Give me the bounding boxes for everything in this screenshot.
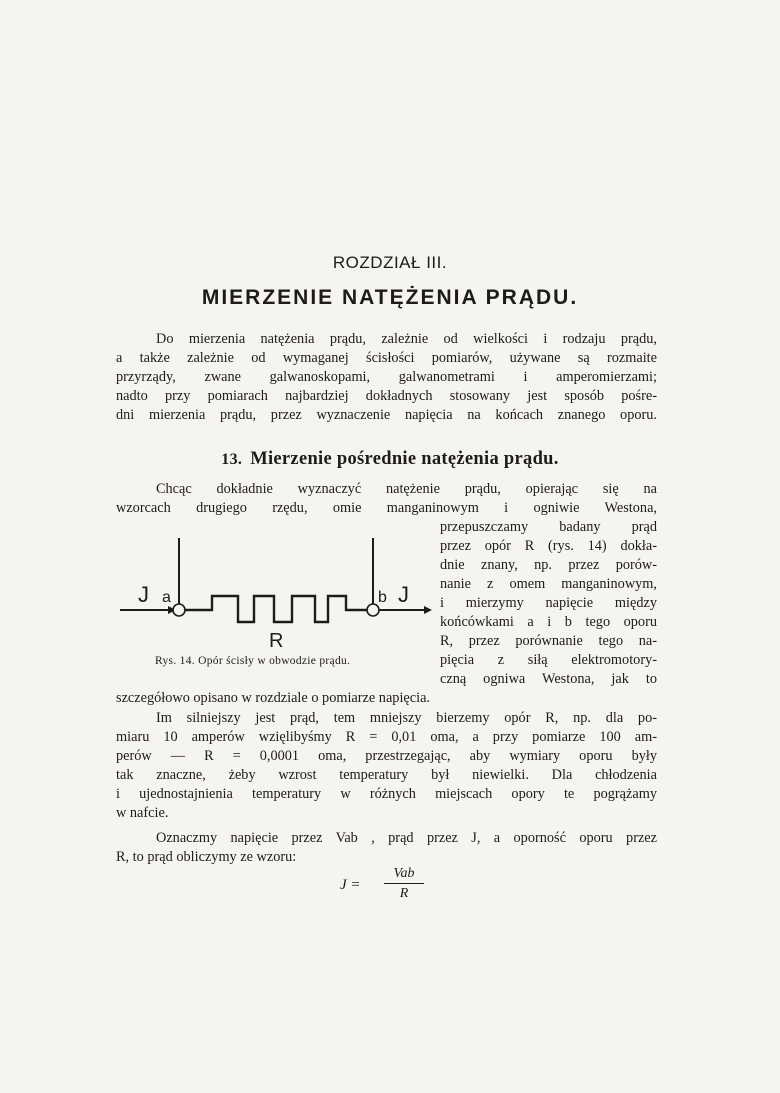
text-line: i mierzymy napięcie między (440, 595, 657, 611)
text-line: Chcąc dokładnie wyznaczyć natężenie prądu, opierając się na (156, 481, 657, 497)
section-heading (0, 449, 780, 470)
text-line: R, przez porównanie tego na- (440, 633, 657, 649)
label-J-right: J (398, 582, 409, 607)
label-b: b (378, 589, 387, 606)
paragraph-4 (116, 829, 657, 867)
text-line: a także zależnie od wymaganej ścisłości pomiarów, używane są rozmaite (116, 350, 657, 366)
text-line: czną ogniwa Westona, jak to (440, 671, 657, 687)
text-line: dnie znany, np. przez porów- (440, 557, 657, 573)
formula-fraction (384, 866, 424, 902)
text-line: pięcia z siłą elektromotory- (440, 652, 657, 668)
paragraph-3 (116, 709, 657, 823)
text-line: szczegółowo opisano w rozdziale o pomiarze napięcia. (116, 690, 431, 706)
label-R: R (269, 630, 284, 652)
text-line: R, to prąd obliczymy ze wzoru: (116, 849, 297, 865)
terminal-a (173, 604, 185, 616)
formula-denominator: R (399, 886, 409, 901)
text-line: Oznaczmy napięcie przez Vab , prąd przez J, a oporność oporu przez (156, 830, 657, 846)
arrow-out-icon (424, 606, 432, 614)
intro-paragraph (116, 330, 657, 425)
text-line: miaru 10 amperów wzięlibyśmy R = 0,01 oma, a przy pomiarze 100 am- (116, 729, 657, 745)
paragraph-2-side (440, 518, 657, 689)
text-line: Do mierzenia natężenia prądu, zależnie od wielkości i rodzaju prądu, (156, 331, 657, 347)
paragraph-2-tail (116, 689, 657, 708)
figure-caption: Rys. 14. Opór ścisły w obwodzie prądu. (155, 655, 351, 667)
text-line: tak znaczne, żeby wzrost temperatury był niewielki. Dla chłodzenia (116, 767, 657, 783)
formula-numerator: Vab (393, 866, 415, 881)
chapter-title: MIERZENIE NATĘŻENIA PRĄDU. (201, 286, 579, 309)
text-line: wzorcach drugiego rzędu, omie manganinowym i ogniwie Westona, (116, 500, 657, 516)
text-line: przyrządy, zwane galwanoskopami, galwanometrami i amperomierzami; (116, 369, 657, 385)
text-line: końcówkami a i b tego oporu (440, 614, 657, 630)
section-number: 13. (221, 451, 243, 468)
paragraph-2-full (116, 480, 657, 518)
text-line: przepuszczamy badany prąd (440, 519, 657, 535)
chapter-heading: ROZDZIAŁ III. (332, 253, 448, 272)
text-line: i ujednostajnienia temperatury w różnych miejscach opory te pogrążamy (116, 786, 657, 802)
fraction-bar (384, 883, 424, 884)
text-line: dni mierzenia prądu, przez wyznaczenie napięcia na końcach znanego oporu. (116, 407, 657, 423)
text-line: nanie z omem manganinowym, (440, 576, 657, 592)
text-line: perów — R = 0,0001 oma, przestrzegając, aby wymiary oporu były (116, 748, 657, 764)
section-title: Mierzenie pośrednie natężenia prądu. (250, 449, 559, 469)
text-line: przez opór R (rys. 14) dokła- (440, 538, 657, 554)
text-line: nadto przy pomiarach najbardziej dokładnych stosowany jest sposób pośre- (116, 388, 657, 404)
label-a: a (162, 589, 171, 606)
text-line: Im silniejszy jest prąd, tem mniejszy bierzemy opór R, np. dla po- (156, 710, 657, 726)
resistor-zigzag (185, 596, 367, 622)
formula-lhs: J = (340, 877, 361, 893)
text-line: w nafcie. (116, 805, 169, 821)
label-J-left: J (138, 582, 149, 607)
figure-resistor-circuit (116, 530, 436, 655)
